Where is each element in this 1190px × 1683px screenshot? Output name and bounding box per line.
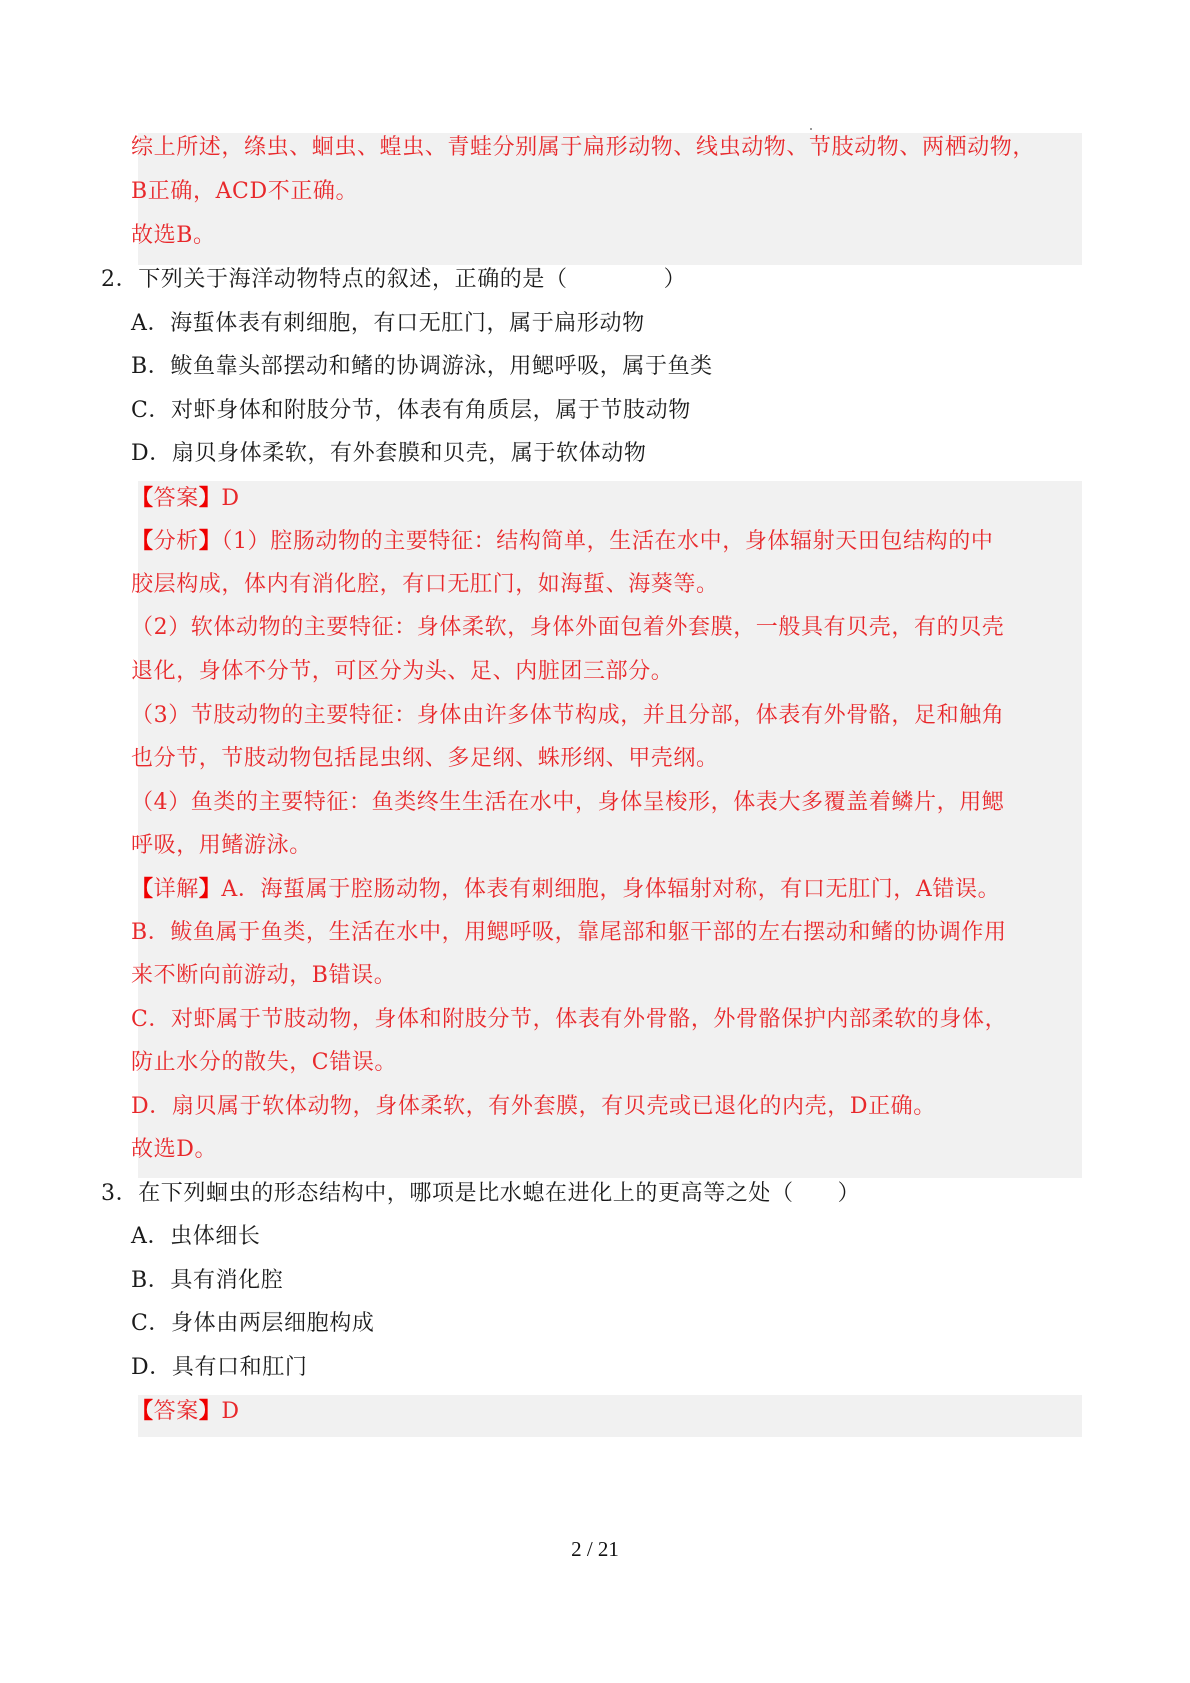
- question-2-stem: [101, 265, 686, 295]
- question-text: 下列关于海洋动物特点的叙述，正确的是（: [138, 267, 568, 292]
- question-3-option-c: C．身体由两层细胞构成: [131, 1311, 375, 1336]
- analysis-line: 呼吸，用鳍游泳。: [131, 833, 312, 858]
- analysis-line: （1）腔肠动物的主要特征：结构简单，生活在水中，身体辐射天田包结构的中: [221, 529, 994, 554]
- prev-answer-line: B正确，ACD不正确。: [131, 179, 359, 204]
- question-3-option-b: B．具有消化腔: [131, 1268, 284, 1293]
- analysis-line: 退化，身体不分节，可区分为头、足、内脏团三部分。: [131, 659, 674, 684]
- detail-line: 来不断向前游动，B错误。: [131, 963, 397, 988]
- question-2-option-a: A．海蜇体表有刺细胞，有口无肛门，属于扁形动物: [131, 311, 645, 336]
- bracket-open: 【: [131, 1398, 154, 1424]
- prev-answer-line: 故选B。: [131, 223, 216, 248]
- analysis-line: 也分节，节肢动物包括昆虫纲、多足纲、蛛形纲、甲壳纲。: [131, 746, 719, 771]
- question-3-stem: [101, 1179, 860, 1209]
- detail-line: C．对虾属于节肢动物，身体和附肢分节，体表有外骨骼，外骨骼保护内部柔软的身体，: [131, 1007, 1008, 1032]
- question-close-paren: ）: [837, 1181, 861, 1206]
- question-2-option-d: D．扇贝身体柔软，有外套膜和贝壳，属于软体动物: [131, 441, 647, 466]
- question-number: 3．: [101, 1181, 139, 1206]
- bracket-close: 】: [198, 1398, 222, 1424]
- question-2-option-c: C．对虾身体和附肢分节，体表有角质层，属于节肢动物: [131, 398, 691, 423]
- prev-answer-line: 综上所述，绦虫、蛔虫、蝗虫、青蛙分别属于扁形动物、线虫动物、节肢动物、两栖动物，: [131, 135, 1036, 160]
- question-number: 2．: [101, 267, 139, 292]
- question-2-analysis: [131, 526, 993, 557]
- detail-line: 故选D。: [131, 1137, 218, 1162]
- bracket-open: 【: [131, 485, 154, 511]
- bracket-close: 】: [198, 528, 222, 554]
- question-3-answer: [131, 1396, 240, 1427]
- header-mark: [810, 128, 812, 130]
- answer-value: D: [221, 1399, 240, 1424]
- analysis-line: （3）节肢动物的主要特征：身体由许多体节构成，并且分部，体表有外骨骼，足和触角: [131, 703, 1005, 728]
- bracket-open: 【: [131, 876, 154, 902]
- bracket-close: 】: [198, 876, 222, 902]
- question-2-option-b: B．鲅鱼靠头部摆动和鳍的协调游泳，用鳃呼吸，属于鱼类: [131, 354, 713, 379]
- question-3-answer-box: [138, 1395, 1082, 1437]
- analysis-line: 胶层构成，体内有消化腔，有口无肛门，如海蜇、海葵等。: [131, 572, 719, 597]
- answer-value: D: [221, 486, 240, 511]
- bracket-close: 】: [198, 485, 222, 511]
- bracket-open: 【: [131, 528, 154, 554]
- page-number: 2 / 21: [571, 1537, 619, 1561]
- detail-line: 防止水分的散失，C错误。: [131, 1050, 398, 1075]
- analysis-line: （2）软体动物的主要特征：身体柔软，身体外面包着外套膜，一般具有贝壳，有的贝壳: [131, 615, 1005, 640]
- question-2-detail: [131, 874, 1000, 905]
- detail-label: 详解: [153, 877, 199, 902]
- detail-line: A．海蜇属于腔肠动物，体表有刺细胞，身体辐射对称，有口无肛门，A错误。: [221, 877, 1001, 902]
- answer-label: 答案: [153, 486, 199, 511]
- question-3-option-a: A．虫体细长: [131, 1224, 261, 1249]
- question-text: 在下列蛔虫的形态结构中，哪项是比水螅在进化上的更高等之处（: [138, 1181, 794, 1206]
- analysis-label: 分析: [153, 529, 199, 554]
- question-3-option-d: D．具有口和肛门: [131, 1355, 308, 1380]
- analysis-line: （4）鱼类的主要特征：鱼类终生生活在水中，身体呈梭形，体表大多覆盖着鳞片，用鳃: [131, 790, 1005, 815]
- question-2-answer: [131, 483, 240, 514]
- detail-line: D．扇贝属于软体动物，身体柔软，有外套膜，有贝壳或已退化的内壳，D正确。: [131, 1094, 936, 1119]
- detail-line: B．鲅鱼属于鱼类，生活在水中，用鳃呼吸，靠尾部和躯干部的左右摆动和鳍的协调作用: [131, 920, 1007, 945]
- question-close-paren: ）: [663, 267, 687, 292]
- answer-label: 答案: [153, 1399, 199, 1424]
